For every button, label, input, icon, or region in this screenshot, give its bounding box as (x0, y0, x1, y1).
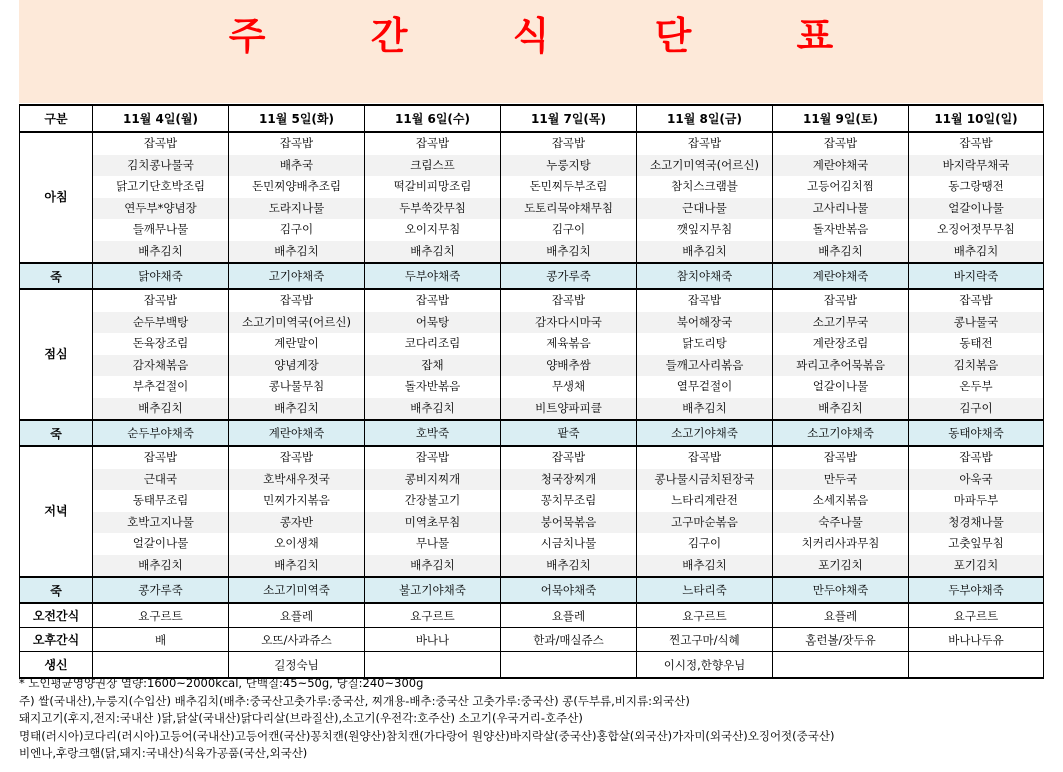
menu-item: 김치콩나물국 (93, 155, 229, 177)
afternoon-snack-item: 찐고구마/식혜 (637, 628, 773, 652)
weekly-menu-table (19, 104, 1044, 679)
menu-item: 김구이 (229, 219, 365, 241)
menu-item: 얼갈이나물 (93, 533, 229, 555)
porridge-item: 동태야채죽 (909, 420, 1044, 446)
menu-item: 잡곡밥 (93, 289, 229, 312)
menu-item: 콩자반 (229, 512, 365, 534)
menu-item: 청국장찌개 (501, 469, 637, 491)
menu-item: 양배추쌈 (501, 355, 637, 377)
dinner-menu-row (20, 490, 1044, 512)
dinner-menu-row (20, 446, 1044, 469)
breakfast-menu-row (20, 198, 1044, 220)
header-day: 11월 9일(토) (773, 105, 909, 132)
menu-item: 계란장조림 (773, 333, 909, 355)
porridge-item: 닭야채죽 (93, 263, 229, 289)
birthday-label: 생신 (20, 652, 93, 679)
afternoon-snack-item: 바나나두유 (909, 628, 1044, 652)
menu-item: 배추김치 (229, 398, 365, 421)
menu-item: 잡곡밥 (365, 289, 501, 312)
menu-item: 소고기미역국(어르신) (637, 155, 773, 177)
menu-item: 배추김치 (773, 241, 909, 264)
menu-item: 코다리조림 (365, 333, 501, 355)
breakfast-menu-row (20, 219, 1044, 241)
note-line: 주) 쌀(국내산),누룽지(수입산) 배추김치(배추:중국산고춧가루:중국산, 찌개용-배추:중국산 고춧가루:중국산) 콩(두부류,비지류:외국산) (19, 693, 690, 708)
morning-snack-item: 요구르트 (365, 603, 501, 628)
header-row (20, 105, 1044, 132)
porridge-label: 죽 (20, 420, 93, 446)
porridge-item: 계란야채죽 (229, 420, 365, 446)
birthday-item: 이시정,한향우님 (637, 652, 773, 679)
lunch-menu-row (20, 398, 1044, 421)
menu-item: 잡곡밥 (909, 446, 1044, 469)
menu-item: 들깨무나물 (93, 219, 229, 241)
menu-item: 얼갈이나물 (909, 198, 1044, 220)
porridge-item: 순두부야채죽 (93, 420, 229, 446)
morning-snack-item: 요플레 (773, 603, 909, 628)
dinner-menu-row (20, 469, 1044, 491)
menu-item: 부추겉절이 (93, 376, 229, 398)
porridge-item: 두부야채죽 (365, 263, 501, 289)
title-banner (19, 0, 1043, 103)
menu-item: 배추김치 (909, 241, 1044, 264)
menu-item: 만두국 (773, 469, 909, 491)
menu-item: 잡채 (365, 355, 501, 377)
menu-item: 오이지무침 (365, 219, 501, 241)
menu-item: 김치볶음 (909, 355, 1044, 377)
afternoon-snack-item: 한과/매실쥬스 (501, 628, 637, 652)
menu-item: 도토리묵야채무침 (501, 198, 637, 220)
menu-item: 오징어젓무무침 (909, 219, 1044, 241)
menu-item: 동태전 (909, 333, 1044, 355)
menu-item: 잡곡밥 (773, 289, 909, 312)
menu-item: 아욱국 (909, 469, 1044, 491)
header-day: 11월 10일(일) (909, 105, 1044, 132)
menu-item: 꽁치무조림 (501, 490, 637, 512)
porridge-item: 느타리죽 (637, 577, 773, 603)
afternoon-snack-item: 배 (93, 628, 229, 652)
menu-item: 배추김치 (637, 241, 773, 264)
porridge-item: 소고기야채죽 (773, 420, 909, 446)
porridge-item: 바지락죽 (909, 263, 1044, 289)
menu-item: 소고기무국 (773, 312, 909, 334)
menu-item: 고춧잎무침 (909, 533, 1044, 555)
lunch-menu-row (20, 376, 1044, 398)
porridge-label: 죽 (20, 577, 93, 603)
menu-item: 배추김치 (637, 555, 773, 578)
menu-item: 무생채 (501, 376, 637, 398)
menu-item: 잡곡밥 (909, 289, 1044, 312)
menu-item: 들깨고사리볶음 (637, 355, 773, 377)
menu-item: 김구이 (501, 219, 637, 241)
menu-item: 감자다시마국 (501, 312, 637, 334)
menu-item: 돌자반볶음 (365, 376, 501, 398)
note-line: 비엔나,후랑크햄(닭,돼지:국내산)식육가공품(국산,외국산) (19, 746, 308, 760)
breakfast-label: 아침 (20, 132, 93, 263)
porridge-item: 콩가루죽 (93, 577, 229, 603)
menu-item: 동그랑땡전 (909, 176, 1044, 198)
porridge-item: 만두야채죽 (773, 577, 909, 603)
menu-item: 잡곡밥 (637, 132, 773, 155)
menu-item: 마파두부 (909, 490, 1044, 512)
porridge-item: 계란야채죽 (773, 263, 909, 289)
menu-item: 호박새우젓국 (229, 469, 365, 491)
afternoon-snack-item: 바나나 (365, 628, 501, 652)
menu-item: 배추김치 (773, 398, 909, 421)
menu-item: 돌자반볶음 (773, 219, 909, 241)
breakfast-menu-row (20, 176, 1044, 198)
menu-item: 잡곡밥 (501, 446, 637, 469)
dinner-menu-row (20, 555, 1044, 578)
menu-item: 배추김치 (229, 555, 365, 578)
menu-item: 연두부*양념장 (93, 198, 229, 220)
menu-item: 돈민찌두부조림 (501, 176, 637, 198)
menu-item: 무나물 (365, 533, 501, 555)
menu-item: 배추김치 (637, 398, 773, 421)
afternoon-snack-label: 오후간식 (20, 628, 93, 652)
afternoon-snack-row (20, 628, 1044, 652)
porridge-item: 두부야채죽 (909, 577, 1044, 603)
menu-item: 잡곡밥 (501, 132, 637, 155)
menu-item: 바지락무채국 (909, 155, 1044, 177)
menu-item: 돈민찌양배추조림 (229, 176, 365, 198)
breakfast-menu-row (20, 241, 1044, 264)
morning-snack-label: 오전간식 (20, 603, 93, 628)
header-day: 11월 6일(수) (365, 105, 501, 132)
menu-item: 누룽지탕 (501, 155, 637, 177)
menu-item: 순두부백탕 (93, 312, 229, 334)
menu-item: 치커리사과무침 (773, 533, 909, 555)
menu-item: 오이생채 (229, 533, 365, 555)
menu-item: 민찌가지볶음 (229, 490, 365, 512)
menu-item: 포기김치 (909, 555, 1044, 578)
header-day: 11월 8일(금) (637, 105, 773, 132)
dinner-label: 저녁 (20, 446, 93, 577)
menu-item: 어묵탕 (365, 312, 501, 334)
menu-item: 붕어묵볶음 (501, 512, 637, 534)
header-day: 11월 7일(목) (501, 105, 637, 132)
morning-snack-row (20, 603, 1044, 628)
morning-snack-item: 요구르트 (93, 603, 229, 628)
menu-item: 잡곡밥 (365, 446, 501, 469)
lunch-menu-row (20, 312, 1044, 334)
note-line: 돼지고기(후지,전지:국내산 )닭,닭살(국내산)닭다리살(브라질산),소고기(우전각:호주산) 소고기(우국거리-호주산) (19, 711, 583, 725)
lunch-menu-row (20, 333, 1044, 355)
porridge-item: 불고기야채죽 (365, 577, 501, 603)
menu-item: 잡곡밥 (93, 446, 229, 469)
porridge-item: 참치야채죽 (637, 263, 773, 289)
menu-item: 잡곡밥 (773, 446, 909, 469)
menu-item: 잡곡밥 (637, 289, 773, 312)
morning-snack-item: 요플레 (229, 603, 365, 628)
porridge-label: 죽 (20, 263, 93, 289)
menu-item: 미역초무침 (365, 512, 501, 534)
menu-item: 양념게장 (229, 355, 365, 377)
menu-item: 배추김치 (501, 241, 637, 264)
menu-item: 배추김치 (93, 398, 229, 421)
header-day: 11월 5일(화) (229, 105, 365, 132)
menu-item: 얼갈이나물 (773, 376, 909, 398)
breakfast-menu-row (20, 155, 1044, 177)
menu-item: 콩나물시금치된장국 (637, 469, 773, 491)
menu-item: 김구이 (909, 398, 1044, 421)
page-title: 주 간 식 단 표 (228, 14, 880, 58)
menu-item: 잡곡밥 (229, 446, 365, 469)
menu-item: 숙주나물 (773, 512, 909, 534)
porridge-item: 호박죽 (365, 420, 501, 446)
nutrition-origin-notes (19, 675, 1059, 763)
menu-item: 잡곡밥 (365, 132, 501, 155)
menu-item: 크림스프 (365, 155, 501, 177)
porridge-item: 팥죽 (501, 420, 637, 446)
lunch-menu-row (20, 355, 1044, 377)
menu-item: 북어해장국 (637, 312, 773, 334)
menu-item: 돈육장조림 (93, 333, 229, 355)
menu-item: 계란말이 (229, 333, 365, 355)
menu-item: 배추김치 (93, 555, 229, 578)
menu-item: 소고기미역국(어르신) (229, 312, 365, 334)
menu-item: 근대나물 (637, 198, 773, 220)
afternoon-snack-item: 홈런볼/잣두유 (773, 628, 909, 652)
menu-item: 소세지볶음 (773, 490, 909, 512)
dinner-porridge-row (20, 577, 1044, 603)
porridge-item: 고기야채죽 (229, 263, 365, 289)
menu-item: 콩나물국 (909, 312, 1044, 334)
menu-item: 제육볶음 (501, 333, 637, 355)
breakfast-porridge-row (20, 263, 1044, 289)
menu-item: 포기김치 (773, 555, 909, 578)
menu-item: 콩비지찌개 (365, 469, 501, 491)
menu-item: 감자채볶음 (93, 355, 229, 377)
menu-item: 느타리계란전 (637, 490, 773, 512)
note-line: * 노인평균영양권장 열량:1600~2000kcal, 단백질:45~50g, 당질:240~300g (19, 676, 424, 690)
menu-item: 배추김치 (365, 555, 501, 578)
menu-item: 배추김치 (229, 241, 365, 264)
menu-item: 도라지나물 (229, 198, 365, 220)
morning-snack-item: 요구르트 (909, 603, 1044, 628)
menu-item: 근대국 (93, 469, 229, 491)
porridge-item: 어묵야채죽 (501, 577, 637, 603)
morning-snack-item: 요플레 (501, 603, 637, 628)
menu-item: 비트양파피클 (501, 398, 637, 421)
menu-item: 배추김치 (501, 555, 637, 578)
menu-item: 청경채나물 (909, 512, 1044, 534)
menu-item: 배추김치 (365, 241, 501, 264)
menu-item: 배추김치 (365, 398, 501, 421)
menu-item: 깻잎지무침 (637, 219, 773, 241)
breakfast-menu-row (20, 132, 1044, 155)
menu-item: 닭도리탕 (637, 333, 773, 355)
menu-item: 배추김치 (93, 241, 229, 264)
menu-item: 호박고지나물 (93, 512, 229, 534)
menu-item: 잡곡밥 (637, 446, 773, 469)
note-line: 명태(러시아)코다리(러시아)고등어(국내산)고등어캔(국산)꽁치캔(원양산)참치캔(가다랑어 원양산)바지락살(중국산)홍합살(외국산)가자미(외국산)오징어젓(중국산) (19, 728, 835, 743)
menu-item: 참치스크램블 (637, 176, 773, 198)
lunch-menu-row (20, 289, 1044, 312)
lunch-label: 점심 (20, 289, 93, 420)
menu-item: 고등어김치찜 (773, 176, 909, 198)
morning-snack-item: 요구르트 (637, 603, 773, 628)
menu-item: 잡곡밥 (229, 132, 365, 155)
menu-item: 닭고기단호박조림 (93, 176, 229, 198)
header-category: 구분 (20, 105, 93, 132)
dinner-menu-row (20, 512, 1044, 534)
menu-item: 시금치나물 (501, 533, 637, 555)
dinner-menu-row (20, 533, 1044, 555)
porridge-item: 소고기야채죽 (637, 420, 773, 446)
menu-item: 잡곡밥 (229, 289, 365, 312)
menu-item: 콩나물무침 (229, 376, 365, 398)
afternoon-snack-item: 오뜨/사과쥬스 (229, 628, 365, 652)
menu-item: 고구마순볶음 (637, 512, 773, 534)
menu-item: 열무겉절이 (637, 376, 773, 398)
birthday-item: 길정숙님 (229, 652, 365, 679)
menu-item: 잡곡밥 (93, 132, 229, 155)
menu-item: 떡갈비피망조림 (365, 176, 501, 198)
menu-item: 잡곡밥 (773, 132, 909, 155)
menu-item: 계란야채국 (773, 155, 909, 177)
menu-item: 고사리나물 (773, 198, 909, 220)
menu-item: 간장불고기 (365, 490, 501, 512)
menu-item: 두부쑥갓무침 (365, 198, 501, 220)
menu-item: 김구이 (637, 533, 773, 555)
menu-item: 동태무조림 (93, 490, 229, 512)
porridge-item: 소고기미역죽 (229, 577, 365, 603)
header-day: 11월 4일(월) (93, 105, 229, 132)
menu-item: 배추국 (229, 155, 365, 177)
menu-item: 꽈리고추어묵볶음 (773, 355, 909, 377)
menu-item: 온두부 (909, 376, 1044, 398)
menu-item: 잡곡밥 (501, 289, 637, 312)
menu-item: 잡곡밥 (909, 132, 1044, 155)
lunch-porridge-row (20, 420, 1044, 446)
porridge-item: 콩가루죽 (501, 263, 637, 289)
